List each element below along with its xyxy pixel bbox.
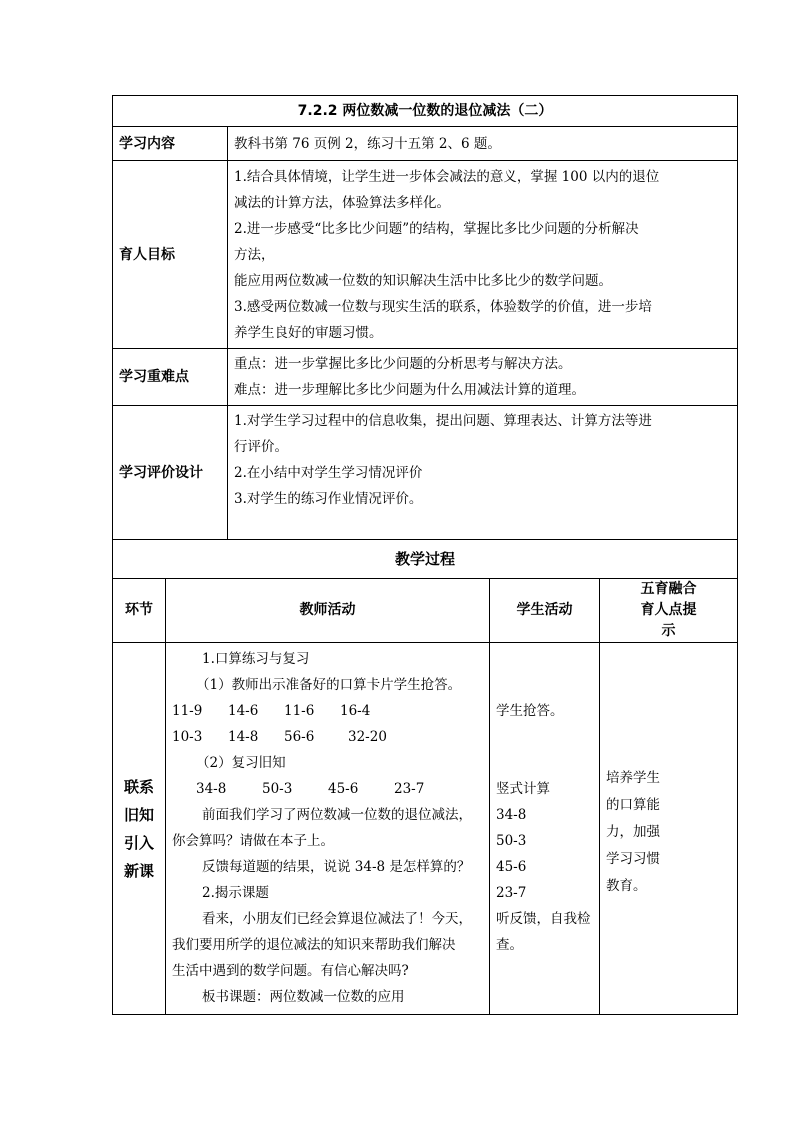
oral-calc-item: 32-20 xyxy=(348,729,387,745)
oral-calc-item: 14-8 xyxy=(228,729,259,745)
stage-review-intro xyxy=(113,643,166,1015)
goal-line: 2.进一步感受“比多比少问题”的结构，掌握比多比少问题的分析解决 xyxy=(234,220,639,237)
teacher-line: 生活中遇到的数学问题。有信心解决吗? xyxy=(172,963,409,979)
five-education-line: 教育。 xyxy=(606,878,647,894)
section-title-teaching-process: 教学过程 xyxy=(113,540,738,579)
review-calc-item: 45-6 xyxy=(328,781,359,797)
oral-calc-row xyxy=(172,698,483,724)
spacer xyxy=(496,724,593,750)
education-goals xyxy=(228,161,738,349)
goal-line: 减法的计算方法，体验算法多样化。 xyxy=(234,194,450,211)
spacer xyxy=(496,750,593,776)
lesson-title: 7.2.2 两位数减一位数的退位减法（二） xyxy=(113,96,738,127)
oral-calc-row xyxy=(172,724,483,750)
lesson-plan-table xyxy=(112,95,738,1015)
review-calc-item: 23-7 xyxy=(394,781,425,797)
teacher-line: 反馈每道题的结果，说说 34-8 是怎样算的？ xyxy=(202,859,471,875)
evaluation-line: 1.对学生学习过程中的信息收集，提出问题、算理表达、计算方法等进 xyxy=(234,413,652,429)
label-key-points: 学习重难点 xyxy=(113,349,228,406)
goal-line: 1.结合具体情境，让学生进一步体会减法的意义，掌握 100 以内的退位 xyxy=(234,168,660,185)
evaluation-line: 2.在小结中对学生学习情况评价 xyxy=(234,465,423,481)
student-line: 听反馈，自我检 xyxy=(496,911,591,927)
label-education-goals: 育人目标 xyxy=(113,161,228,349)
teacher-heading: 1.口算练习与复习 xyxy=(202,651,310,667)
stage-line: 新课 xyxy=(123,861,154,880)
student-line: 竖式计算 xyxy=(496,781,550,797)
student-calc-item: 45-6 xyxy=(496,859,527,875)
teacher-line: 看来，小朋友们已经会算退位减法了！今天， xyxy=(202,911,472,927)
evaluation-design xyxy=(228,406,738,540)
oral-calc-item: 10-3 xyxy=(172,729,203,745)
five-education-line: 培养学生 xyxy=(606,770,660,786)
goal-line: 3.感受两位数减一位数与现实生活的联系，体验数学的价值，进一步培 xyxy=(234,298,652,315)
oral-calc-item: 14-6 xyxy=(228,703,259,719)
stage-line: 联系 xyxy=(123,777,154,796)
student-calc-item: 50-3 xyxy=(496,833,527,849)
header-teacher-activity: 教师活动 xyxy=(166,579,490,643)
teacher-line: （1）教师出示准备好的口算卡片学生抢答。 xyxy=(196,677,462,693)
keypoint-line: 难点：进一步理解比多比少问题为什么用减法计算的道理。 xyxy=(234,382,585,398)
header-five-education xyxy=(600,579,738,643)
teacher-activity xyxy=(166,643,490,1015)
lesson-plan-page xyxy=(112,95,737,1015)
header-five-education-line: 五育融合 xyxy=(640,581,697,597)
teacher-heading: 2.揭示课题 xyxy=(202,885,269,901)
student-line: 查。 xyxy=(496,937,523,953)
content-line: 教科书第 76 页例 2，练习十五第 2、6 题。 xyxy=(234,135,501,152)
teacher-line: 前面我们学习了两位数减一位数的退位减法， xyxy=(202,807,472,823)
student-calc-item: 23-7 xyxy=(496,885,527,901)
teacher-line: （2）复习旧知 xyxy=(196,755,286,771)
student-activity xyxy=(490,643,600,1015)
student-line: 学生抢答。 xyxy=(496,703,564,719)
label-evaluation-design: 学习评价设计 xyxy=(113,406,228,540)
goal-line: 能应用两位数减一位数的知识解决生活中比多比少的数学问题。 xyxy=(234,272,612,289)
student-calc-row xyxy=(496,854,593,906)
stage-line: 引入 xyxy=(123,833,154,852)
student-calc-row xyxy=(496,802,593,854)
five-education-line: 力，加强 xyxy=(606,824,660,840)
oral-calc-item: 11-9 xyxy=(172,703,203,719)
evaluation-line: 行评价。 xyxy=(234,439,288,455)
key-points xyxy=(228,349,738,406)
header-five-education-line: 育人点提 xyxy=(640,602,697,618)
oral-calc-item: 11-6 xyxy=(284,703,315,719)
oral-calc-item: 56-6 xyxy=(284,729,315,745)
evaluation-line: 3.对学生的练习作业情况评价。 xyxy=(234,491,423,507)
keypoint-line: 重点：进一步掌握比多比少问题的分析思考与解决方法。 xyxy=(234,356,572,372)
review-calc-item: 34-8 xyxy=(196,781,227,797)
learning-content xyxy=(228,127,738,161)
review-calc-item: 50-3 xyxy=(262,781,293,797)
stage-line: 旧知 xyxy=(123,805,154,824)
student-calc-item: 34-8 xyxy=(496,807,527,823)
teacher-line: 我们要用所学的退位减法的知识来帮助我们解决 xyxy=(172,937,456,953)
teacher-line: 你会算吗？请做在本子上。 xyxy=(172,833,334,849)
review-calc-row xyxy=(172,776,483,802)
header-student-activity: 学生活动 xyxy=(490,579,600,643)
oral-calc-item: 16-4 xyxy=(340,703,371,719)
teacher-line: 板书课题：两位数减一位数的应用 xyxy=(202,989,405,1005)
five-education-line: 的口算能 xyxy=(606,797,660,813)
five-education-line: 学习习惯 xyxy=(606,851,660,867)
goal-line: 方法， xyxy=(234,246,275,263)
goal-line: 养学生良好的审题习惯。 xyxy=(234,324,383,341)
header-stage: 环节 xyxy=(113,579,166,643)
label-learning-content: 学习内容 xyxy=(113,127,228,161)
five-education-note xyxy=(600,643,738,1015)
header-five-education-line: 示 xyxy=(661,623,676,639)
